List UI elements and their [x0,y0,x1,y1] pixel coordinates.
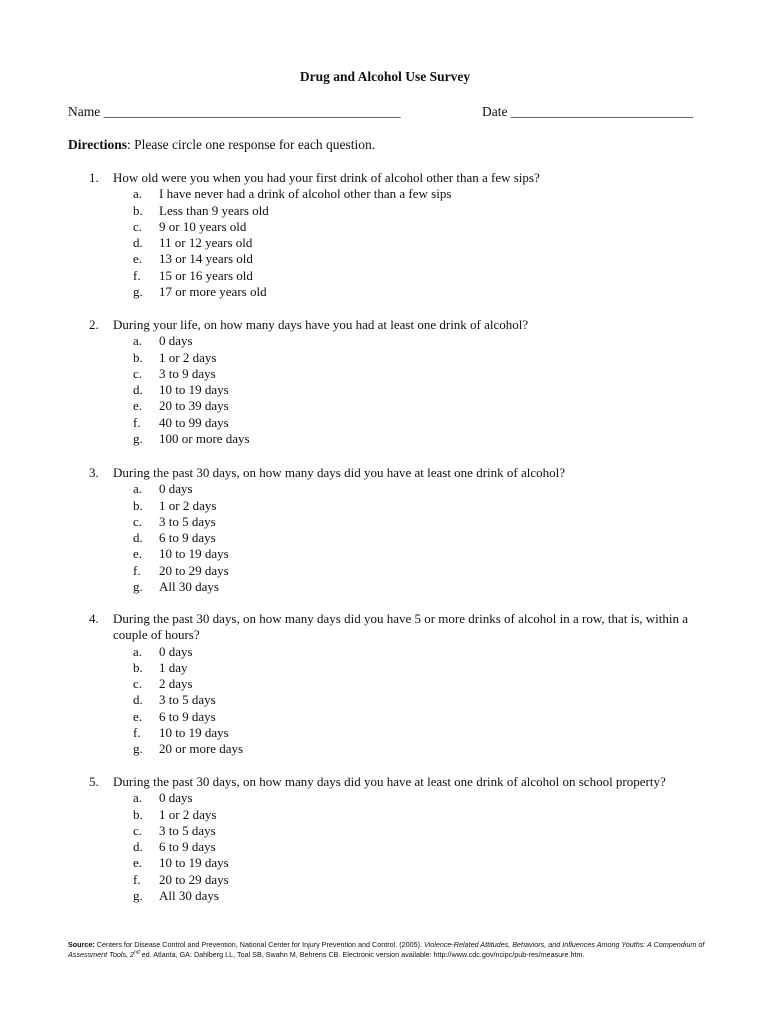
answer-option[interactable] [133,807,709,823]
option-letter: d. [133,235,143,251]
answer-option[interactable] [133,203,709,219]
option-text: 0 days [159,481,193,497]
answer-option[interactable] [133,563,709,579]
option-letter: b. [133,497,143,513]
date-field[interactable]: Date ___________________________ [482,104,694,119]
option-letter: b. [133,349,143,365]
option-letter: a. [133,333,143,349]
option-text: 1 or 2 days [159,497,217,513]
option-letter: c. [133,365,143,381]
question-header [89,170,709,186]
option-text: 0 days [159,643,193,659]
option-text: 2 days [159,676,193,692]
option-text: All 30 days [159,579,219,595]
option-letter: c. [133,513,143,529]
option-letter: d. [133,530,143,546]
option-text: 20 or more days [159,741,244,757]
answer-option[interactable] [133,398,709,414]
option-text: 10 to 19 days [159,546,229,562]
option-letter: d. [133,839,143,855]
name-field[interactable]: Name ____________________________________________ [68,104,401,119]
option-text: I have never had a drink of alcohol other than a few sips [159,186,452,202]
option-text: 0 days [159,790,193,806]
answer-options [89,790,709,904]
option-letter: a. [133,790,143,806]
option-text: 17 or more years old [159,284,267,300]
option-letter: f. [133,725,141,741]
option-text: 100 or more days [159,431,250,447]
answer-option[interactable] [133,709,709,725]
answer-option[interactable] [133,350,709,366]
question-number: 2. [89,317,99,332]
option-letter: g. [133,431,143,447]
answer-options [89,333,709,447]
question-header [89,774,709,790]
option-letter: f. [133,562,141,578]
option-letter: e. [133,546,143,562]
answer-option[interactable] [133,251,709,267]
question-number: 5. [89,774,99,789]
option-letter: g. [133,888,143,904]
option-letter: b. [133,806,143,822]
question-5 [89,774,709,904]
question-header [89,317,709,333]
option-text: 13 or 14 years old [159,251,253,267]
question-text: During the past 30 days, on how many days did you have at least one drink of alcohol? [113,465,566,480]
option-letter: c. [133,822,143,838]
option-text: 10 to 19 days [159,725,229,741]
option-text: 0 days [159,333,193,349]
answer-option[interactable] [133,481,709,497]
question-number: 3. [89,465,99,480]
option-letter: g. [133,284,143,300]
question-header [89,611,709,644]
source-text: Centers for Disease Control and Prevention, National Center for Injury Prevention and Control. (2005). [94,940,424,949]
option-letter: f. [133,871,141,887]
answer-option[interactable] [133,872,709,888]
question-text: During the past 30 days, on how many days did you have 5 or more drinks of alcohol in a row, that is, within a couple of hours? [113,611,689,643]
question-text: How old were you when you had your first drink of alcohol other than a few sips? [113,170,540,185]
option-letter: a. [133,186,143,202]
source-label: Source: [68,940,95,949]
question-number: 4. [89,611,99,626]
option-text: 11 or 12 years old [159,235,253,251]
question-1 [89,170,709,300]
directions-label: Directions [68,137,127,152]
answer-option[interactable] [133,741,709,757]
option-letter: e. [133,398,143,414]
source-title-text: Violence-Related Attitudes, Behaviors, and Influences Among Youths: A Compendium of Assessment Tools, 2 [68,940,705,959]
question-3 [89,465,709,595]
answer-option[interactable] [133,790,709,806]
option-text: 6 to 9 days [159,708,216,724]
answer-option[interactable] [133,823,709,839]
question-text: During your life, on how many days have you had at least one drink of alcohol? [113,317,529,332]
option-letter: d. [133,382,143,398]
answer-option[interactable] [133,692,709,708]
answer-option[interactable] [133,415,709,431]
option-letter: a. [133,643,143,659]
answer-option[interactable] [133,186,709,202]
option-text: 20 to 29 days [159,562,229,578]
question-4 [89,611,709,758]
answer-option[interactable] [133,514,709,530]
answer-option[interactable] [133,888,709,904]
option-letter: c. [133,676,143,692]
option-letter: b. [133,202,143,218]
answer-option[interactable] [133,725,709,741]
answer-options [89,644,709,758]
question-2 [89,317,709,447]
option-letter: f. [133,267,141,283]
option-letter: g. [133,579,143,595]
option-letter: g. [133,741,143,757]
answer-option[interactable] [133,676,709,692]
option-text: 9 or 10 years old [159,218,247,234]
answer-option[interactable] [133,546,709,562]
option-text: 10 to 19 days [159,382,229,398]
question-number: 1. [89,170,99,185]
answer-option[interactable] [133,268,709,284]
option-letter: d. [133,692,143,708]
source-text-rest: ed. Atlanta, GA: Dahlberg LL, Toal SB, Swahn M, Behrens CB. Electronic version available: http://www.cdc.gov/ncipc/pub-res/measure.htm. [139,950,585,959]
option-letter: a. [133,481,143,497]
option-text: 6 to 9 days [159,839,216,855]
answer-option[interactable] [133,219,709,235]
answer-option[interactable] [133,579,709,595]
answer-option[interactable] [133,431,709,447]
directions-text: : Please circle one response for each question. [127,137,376,152]
answer-option[interactable] [133,366,709,382]
option-letter: e. [133,708,143,724]
answer-option[interactable] [133,498,709,514]
question-text: During the past 30 days, on how many days did you have at least one drink of alcohol on school property? [113,774,666,789]
option-text: 1 day [159,659,188,675]
option-text: 3 to 5 days [159,692,216,708]
option-text: 3 to 5 days [159,513,216,529]
answer-option[interactable] [133,644,709,660]
option-text: 1 or 2 days [159,349,217,365]
answer-option[interactable] [133,333,709,349]
answer-option[interactable] [133,530,709,546]
option-text: 3 to 5 days [159,822,216,838]
answer-options [89,186,709,300]
answer-options [89,481,709,595]
question-header [89,465,709,481]
option-letter: b. [133,659,143,675]
directions [68,137,375,153]
option-text: 1 or 2 days [159,806,217,822]
option-letter: e. [133,855,143,871]
option-letter: f. [133,414,141,430]
source-citation [68,940,708,960]
option-text: Less than 9 years old [159,202,269,218]
answer-option[interactable] [133,235,709,251]
option-text: 15 or 16 years old [159,267,253,283]
page-title: Drug and Alcohol Use Survey [299,69,471,84]
option-text: 6 to 9 days [159,530,216,546]
option-text: 3 to 9 days [159,365,216,381]
option-text: 20 to 39 days [159,398,229,414]
option-text: 40 to 99 days [159,414,229,430]
answer-option[interactable] [133,382,709,398]
answer-option[interactable] [133,660,709,676]
option-text: 10 to 19 days [159,855,229,871]
option-text: All 30 days [159,888,219,904]
option-letter: e. [133,251,143,267]
option-text: 20 to 29 days [159,871,229,887]
option-letter: c. [133,218,143,234]
answer-option[interactable] [133,855,709,871]
answer-option[interactable] [133,839,709,855]
source-superscript: nd [134,949,140,956]
answer-option[interactable] [133,284,709,300]
